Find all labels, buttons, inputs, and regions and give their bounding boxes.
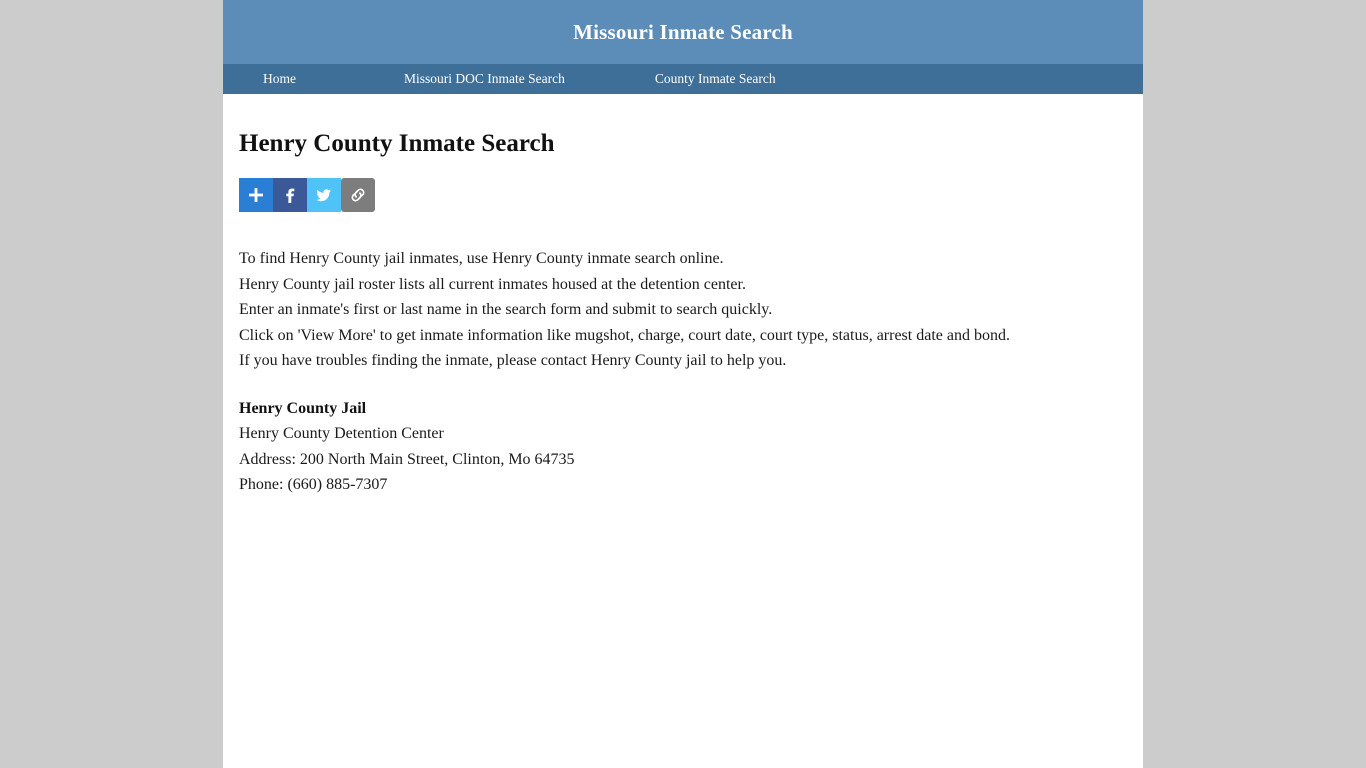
nav-item-doc-inmate-search[interactable]: Missouri DOC Inmate Search	[404, 71, 565, 86]
jail-info	[239, 396, 1127, 498]
site-container	[223, 0, 1143, 768]
site-header	[223, 0, 1143, 64]
intro-line: If you have troubles finding the inmate, please contact Henry County jail to help you.	[239, 352, 787, 369]
intro-line: Click on 'View More' to get inmate information like mugshot, charge, court date, court type, status, arrest date and bond.	[239, 326, 1010, 344]
intro-text	[239, 246, 1127, 374]
site-title: Missouri Inmate Search	[573, 19, 793, 44]
nav-item-county-inmate-search[interactable]: County Inmate Search	[654, 71, 776, 86]
facebook-icon[interactable]	[273, 178, 307, 212]
jail-address: Address: 200 North Main Street, Clinton, Mo 64735	[239, 450, 575, 468]
page-title: Henry County Inmate Search	[239, 130, 555, 157]
copy-link-icon[interactable]	[341, 178, 375, 212]
intro-line: Enter an inmate's first or last name in the search form and submit to search quickly.	[239, 301, 773, 318]
main-content	[223, 94, 1143, 514]
intro-line: To find Henry County jail inmates, use Henry County inmate search online.	[239, 250, 724, 267]
nav-item-home[interactable]: Home	[263, 71, 296, 86]
twitter-icon[interactable]	[307, 178, 341, 212]
main-navigation	[223, 64, 1143, 94]
share-buttons	[239, 178, 1127, 212]
jail-name: Henry County Jail	[239, 399, 367, 417]
jail-facility: Henry County Detention Center	[239, 425, 444, 442]
addthis-plus-icon[interactable]	[239, 178, 273, 212]
intro-line: Henry County jail roster lists all current inmates housed at the detention center.	[239, 275, 746, 293]
jail-phone: Phone: (660) 885-7307	[239, 476, 388, 493]
